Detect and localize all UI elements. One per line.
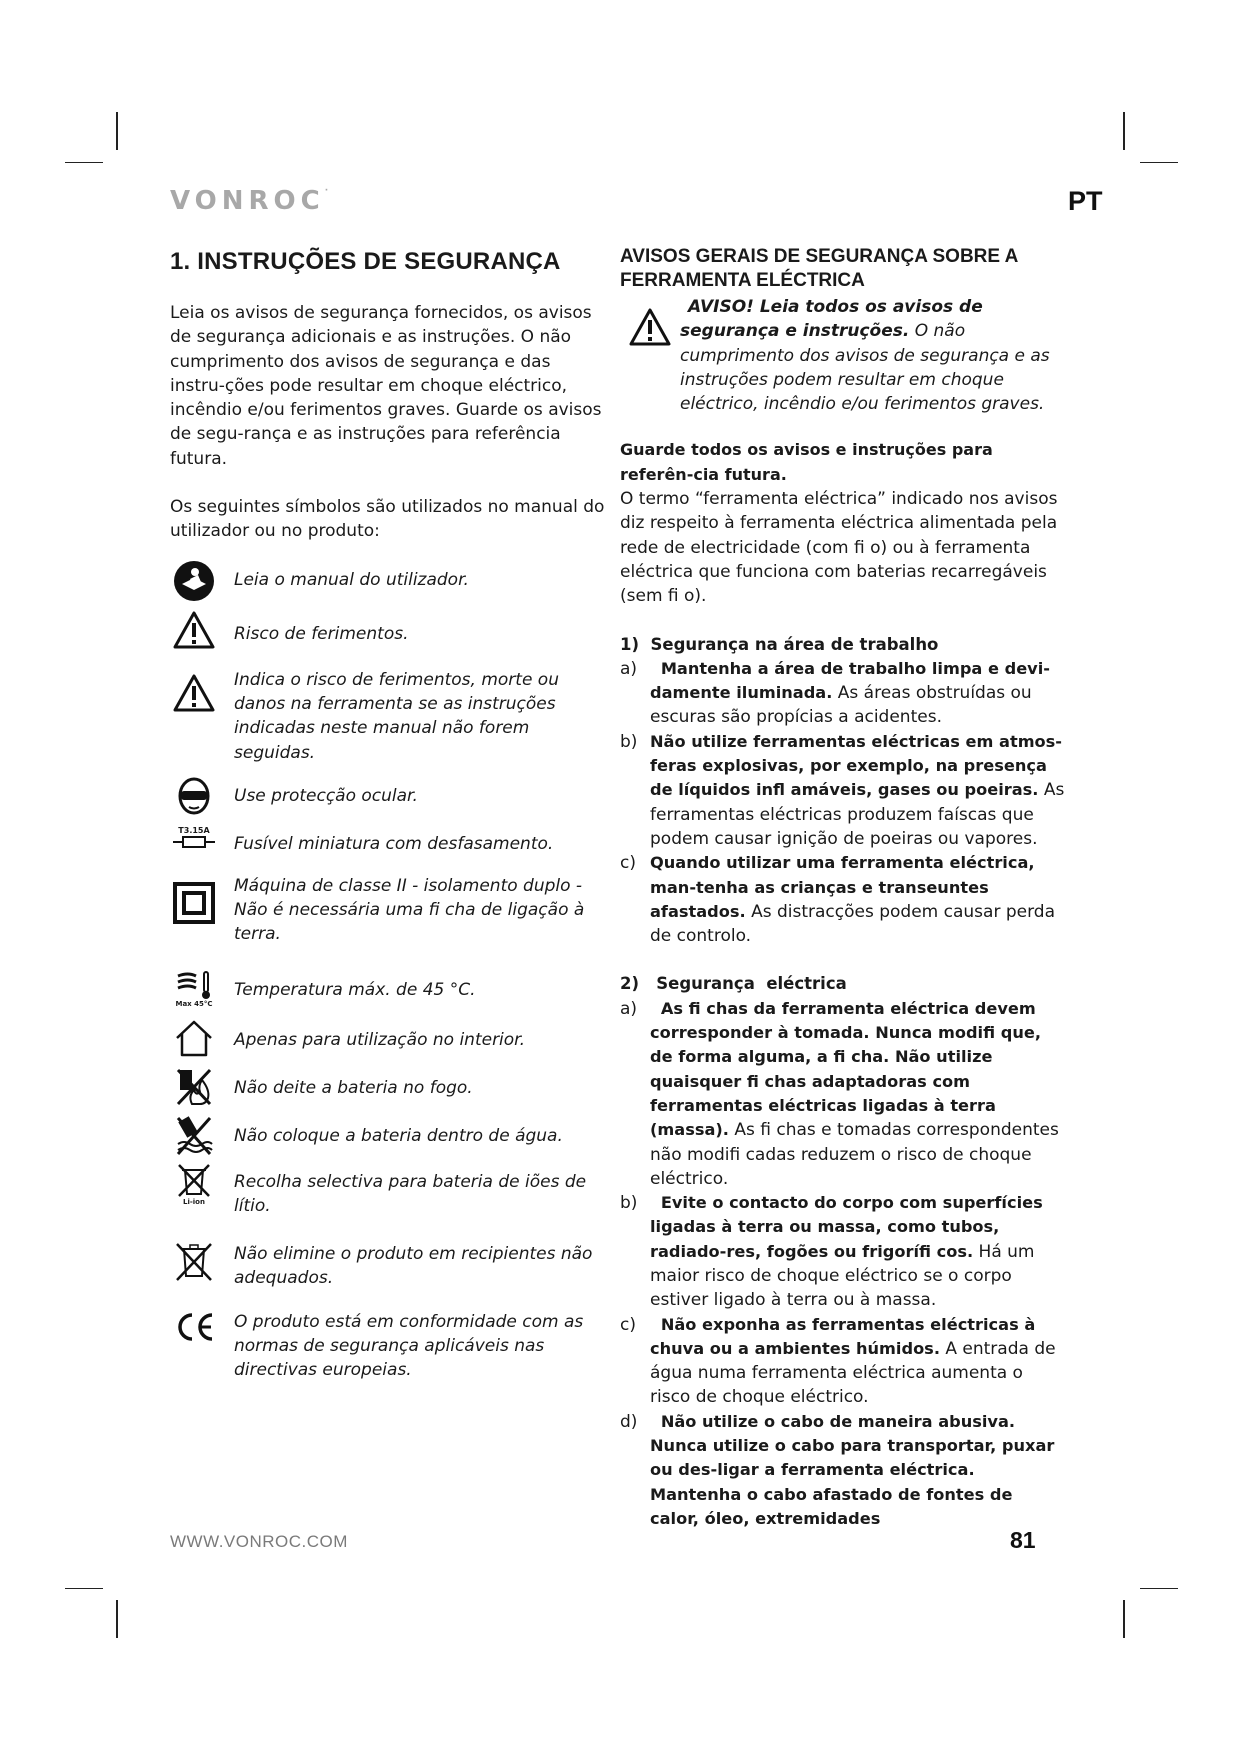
- symbol-text: Recolha selectiva para bateria de iões de lítio.: [234, 1171, 587, 1216]
- warning-text: AVISO! Leia todos os avisos de segurança e instruções. O não cumprimento dos avisos de segurança e as instruções podem resultar em choque eléctrico, incêndio e/ou ferimentos graves.: [680, 297, 1050, 415]
- symbol-text: Apenas para utilização no interior.: [234, 1029, 526, 1050]
- symbol-row: [170, 1234, 610, 1306]
- symbol-text: Use protecção ocular.: [234, 785, 418, 806]
- li-ion-recycle-icon: Li-ion: [170, 1162, 218, 1206]
- list-item: b) Não utilize ferramentas eléctricas em atmos-feras explosivas, por exemplo, na presença de líquidos infl amáveis, gases ou poeiras. As ferramentas eléctricas produzem faíscas que podem causar ignição de poeiras ou vapores.: [620, 731, 1065, 849]
- symbol-row: [170, 1162, 610, 1234]
- list-item: a) Mantenha a área de trabalho limpa e devi-damente iluminada. As áreas obstruídas ou escuras são propícias a acidentes.: [620, 658, 1050, 728]
- crop-mark: [1140, 162, 1178, 163]
- keep-instructions: Guarde todos os avisos e instruções para referên-cia futura.: [620, 440, 993, 484]
- symbol-row: [170, 1114, 610, 1162]
- crop-mark: [116, 112, 118, 150]
- right-column: [620, 245, 1065, 1531]
- symbols-intro: Os seguintes símbolos são utilizados no manual do utilizador ou no produto:: [170, 497, 605, 542]
- max-temperature-icon: Max 45°C: [170, 970, 218, 1008]
- ce-mark-icon: [170, 1306, 218, 1342]
- eye-protection-icon: [170, 776, 218, 816]
- left-column: [170, 245, 610, 1386]
- symbol-text: Indica o risco de ferimentos, morte ou danos na ferramenta se as instruções indicadas neste manual não forem seguidas.: [234, 669, 559, 763]
- no-water-icon: [170, 1114, 218, 1156]
- fuse-icon: T3.15A: [170, 824, 218, 849]
- subsection-heading: 2) Segurança eléctrica: [620, 974, 847, 994]
- symbol-row: [170, 1306, 610, 1386]
- crop-mark: [1123, 1600, 1125, 1638]
- no-fire-icon: [170, 1066, 218, 1108]
- list-item: d) Não utilize o cabo de maneira abusiva. Nunca utilize o cabo para transportar, puxar ou des-ligar a ferramenta eléctrica. Mantenha o cabo afastado de fontes de calor, óleo, extremidades: [620, 1411, 1055, 1528]
- indoor-use-icon: [170, 1018, 218, 1058]
- section-heading: AVISOS GERAIS DE SEGURANÇA SOBRE A FERRAMENTA ELÉCTRICA: [620, 246, 1018, 291]
- symbol-row: [170, 1018, 610, 1066]
- symbol-text: Leia o manual do utilizador.: [234, 569, 469, 590]
- symbol-row: [170, 776, 610, 824]
- symbol-text: Não elimine o produto em recipientes não adequados.: [234, 1243, 593, 1288]
- symbol-row: [170, 970, 610, 1018]
- crop-mark: [1140, 1588, 1178, 1589]
- footer-url: WWW.VONROC.COM: [170, 1532, 348, 1551]
- subsection-heading: 1) Segurança na área de trabalho: [620, 634, 939, 654]
- symbol-row: [170, 668, 610, 776]
- crop-mark: [65, 162, 103, 163]
- brand-logo: VONROC·: [170, 186, 329, 216]
- symbol-text: Não deite a bateria no fogo.: [234, 1077, 473, 1098]
- symbol-text: Não coloque a bateria dentro de água.: [234, 1125, 563, 1146]
- symbol-text: O produto está em conformidade com as normas de segurança aplicáveis nas directivas europeias.: [234, 1311, 584, 1381]
- weee-bin-icon: [170, 1234, 218, 1282]
- symbol-row: [170, 610, 610, 668]
- symbol-row: [170, 874, 610, 970]
- list-item: c) Quando utilizar uma ferramenta eléctrica, man-tenha as crianças e transeuntes afastados. As distracções podem causar perda de controlo.: [620, 853, 1055, 947]
- crop-mark: [116, 1600, 118, 1638]
- symbol-text: Máquina de classe II - isolamento duplo - Não é necessária uma fi cha de ligação à terra.: [234, 875, 585, 945]
- list-item: b) Evite o contacto do corpo com superfícies ligadas à terra ou massa, como tubos, radiado-res, fogões ou frigorífi cos. Há um maior risco de choque eléctrico se o corpo estiver ligado à terra ou à massa.: [620, 1193, 1043, 1311]
- term-definition: O termo “ferramenta eléctrica” indicado nos avisos diz respeito à ferramenta eléctrica alimentada pela rede de electricidade (com fi o) ou à ferramenta eléctrica que funciona com baterias recarregáveis (sem fi o).: [620, 489, 1058, 607]
- symbol-row: [170, 1066, 610, 1114]
- symbol-text: Fusível miniatura com desfasamento.: [234, 833, 554, 854]
- crop-mark: [65, 1588, 103, 1589]
- page-number: 81: [1010, 1527, 1036, 1553]
- warning-triangle-icon: [620, 295, 680, 347]
- intro-paragraph: Leia os avisos de segurança fornecidos, os avisos de segurança adicionais e as instruções. O não cumprimento dos avisos de segurança e das instru-ções pode resultar em choque eléctrico, incêndio e/ou ferimentos graves. Guarde os avisos de segu-rança e as instruções para referência futura.: [170, 303, 602, 469]
- section-title: 1. INSTRUÇÕES DE SEGURANÇA: [170, 248, 561, 275]
- symbol-text: Temperatura máx. de 45 °C.: [234, 979, 476, 1000]
- read-manual-icon: [170, 560, 218, 602]
- warning-block: [620, 295, 1065, 416]
- language-code: PT: [1068, 186, 1103, 216]
- crop-mark: [1123, 112, 1125, 150]
- warning-triangle-icon: [170, 610, 218, 650]
- list-item: a) As fi chas da ferramenta eléctrica devem corresponder à tomada. Nunca modifi que, de forma alguma, a fi cha. Não utilize quaisquer fi chas adaptadoras com ferramentas eléctricas ligadas à terra (massa). As fi chas e tomadas correspondentes não modifi cadas reduzem o risco de choque eléctrico.: [620, 998, 1059, 1189]
- warning-triangle-icon: [170, 668, 218, 713]
- symbol-row: [170, 560, 610, 608]
- symbol-row: [170, 824, 610, 874]
- symbol-text: Risco de ferimentos.: [234, 623, 409, 644]
- list-item: c) Não exponha as ferramentas eléctricas à chuva ou a ambientes húmidos. A entrada de água numa ferramenta eléctrica aumenta o risco de choque eléctrico.: [620, 1314, 1056, 1408]
- class-ii-icon: [170, 874, 218, 924]
